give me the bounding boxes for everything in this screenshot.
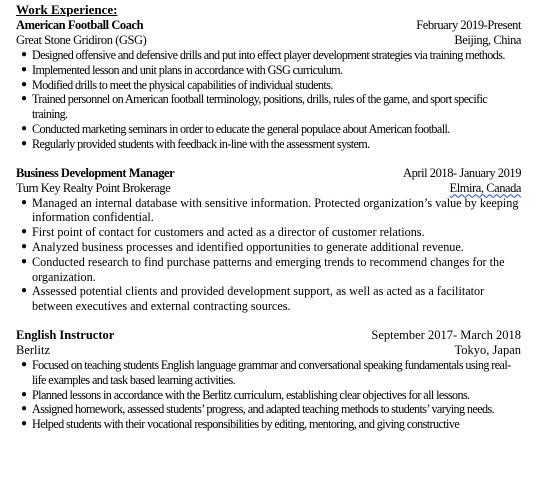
bullet-item: ● First point of contact for customers and acted as a director of customer relations.	[21, 225, 425, 240]
bullet-item: ● Helped students with their vocational responsibilities by editing, mentoring, and giving constructive	[21, 417, 460, 432]
job-subheader	[16, 181, 521, 196]
job-header	[16, 166, 521, 181]
bullet-icon: ●	[21, 78, 27, 90]
section-heading: Work Experience:	[16, 2, 118, 17]
bullet-item: ● Modified drills to meet the physical capabilities of individual students.	[21, 77, 333, 92]
job-location: Elmira, Canada	[449, 180, 521, 195]
job-location: Beijing, China	[454, 33, 521, 47]
bullet-icon: ●	[21, 403, 27, 415]
job-header	[16, 328, 521, 343]
bullet-icon: ●	[21, 49, 27, 60]
job-dates: September 2017- March 2018	[371, 327, 521, 342]
bullet-item: ● Analyzed business processes and identified opportunities to generate additional revenue.	[21, 239, 464, 254]
company-name: Great Stone Gridiron (GSG)	[16, 33, 147, 47]
bullet-item: ● Conducted research to find purchase patterns and emerging trends to recommend changes for the organization.	[21, 254, 505, 284]
job-bullet-list	[16, 358, 521, 432]
job-header	[16, 18, 521, 33]
job-subheader	[16, 33, 521, 48]
job-subheader	[16, 343, 521, 358]
bullet-item: ● Trained personnel on American football terminology, positions, drills, rules of the game, and sport specific training.	[21, 92, 488, 122]
bullet-item: ● Managed an internal database with sensitive information. Protected organization’s value by keeping information confidential.	[21, 195, 519, 225]
bullet-item: ● Focused on teaching students English language grammar and conversational speaking fundamentals using real-life examples and task based learning activities.	[21, 357, 511, 387]
job-title: American Football Coach	[16, 18, 144, 32]
bullet-item: ● Planned lessons in accordance with the Berlitz curriculum, establishing clear objectives for all lessons.	[21, 387, 470, 402]
job-title: English Instructor	[16, 327, 115, 342]
bullet-icon: ●	[21, 226, 28, 238]
bullet-icon: ●	[21, 93, 27, 105]
bullet-item: ● Designed offensive and defensive drills and put into effect player development strategies via training methods.	[21, 48, 505, 62]
bullet-icon: ●	[21, 63, 27, 75]
bullet-icon: ●	[21, 418, 27, 430]
bullet-icon: ●	[21, 137, 27, 149]
job-entry-business-development-manager	[16, 166, 521, 314]
job-location: Tokyo, Japan	[454, 342, 521, 357]
job-entry-english-instructor	[16, 328, 521, 432]
bullet-icon: ●	[21, 358, 27, 370]
bullet-item: ● Conducted marketing seminars in order to educate the general populace about American football.	[21, 121, 450, 136]
resume-page	[16, 3, 521, 432]
job-dates: April 2018- January 2019	[403, 165, 521, 180]
job-entry-american-football-coach	[16, 18, 521, 152]
job-dates: February 2019-Present	[416, 18, 521, 32]
job-title: Business Development Manager	[16, 165, 175, 180]
bullet-icon: ●	[21, 388, 27, 400]
job-bullet-list	[16, 196, 521, 314]
bullet-icon: ●	[21, 240, 28, 252]
bullet-icon: ●	[21, 196, 28, 208]
bullet-icon: ●	[21, 122, 27, 134]
bullet-item: ● Assigned homework, assessed students’ progress, and adapted teaching methods to students’ varying needs.	[21, 402, 495, 417]
bullet-item: ● Regularly provided students with feedback in-line with the assessment system.	[21, 136, 370, 151]
job-bullet-list	[16, 48, 521, 152]
bullet-icon: ●	[21, 285, 28, 297]
company-name: Turn Key Realty Point Brokerage	[16, 180, 171, 195]
bullet-icon: ●	[21, 255, 28, 267]
bullet-item: ● Implemented lesson and unit plans in accordance with GSG curriculum.	[21, 62, 343, 77]
bullet-item: ● Assessed potential clients and provided development support, as well as acted as a facilitator between executives and external contracting sources.	[21, 284, 485, 314]
company-name: Berlitz	[16, 342, 51, 357]
